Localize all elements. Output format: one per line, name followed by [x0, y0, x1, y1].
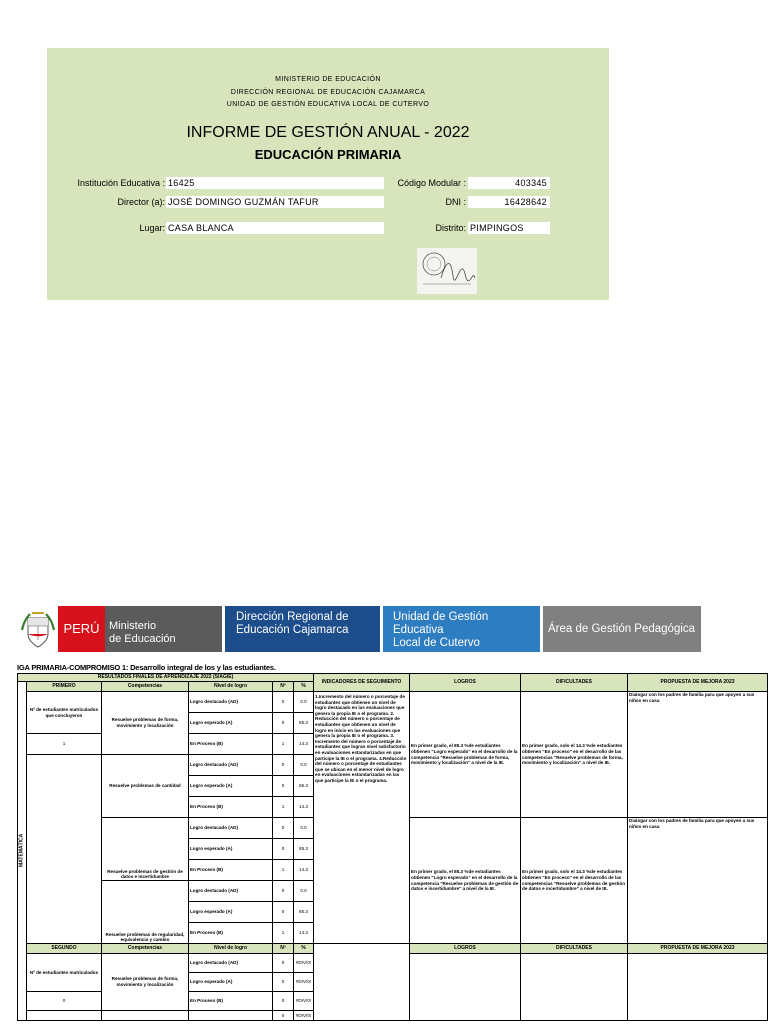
competencia-1: Resuelve problemas de forma, movimiento y localización — [102, 954, 189, 1011]
distrito-label: Distrito: — [435, 223, 466, 233]
blank-cell — [102, 1011, 189, 1021]
propuesta-1: Dialogar con los padres de familia para que apoyen a sus niños en casa — [628, 692, 768, 818]
cell-pct: 85.3 — [294, 902, 314, 923]
codigo-value: 403345 — [468, 177, 550, 189]
ministerio-banner — [105, 606, 222, 652]
institucion-value: 16425 — [166, 177, 384, 189]
sheet-title: IGA PRIMARIA-COMPROMISO 1: Desarrollo integral de los y las estudiantes. — [17, 663, 276, 672]
nivel-a: Logro esperado (A) — [189, 839, 273, 860]
indicadores-blank — [314, 944, 410, 1021]
nivel-ad: Logro destacado (AD) — [189, 881, 273, 902]
logro-1: En primer grado, el 85.3 %de estudiantes obtienen "Logro esperado" en el desarrollo de la competencia "Resuelve problemas de forma, movimiento y localización" a nivel de la IE. — [410, 692, 521, 818]
cell-pct: #DIV/0! — [294, 973, 314, 992]
director-value: JOSÉ DOMINGO GUZMÁN TAFUR — [166, 196, 384, 208]
dificultad-1: En primer grado, solo el 14.3 %de estudiantes obtienen "En proceso" en el desarrollo de las competencias "Resuelve problemas de forma, movimiento y localización" a nivel de IE. — [521, 692, 628, 818]
students-label: Nº de estudiantes matriculados — [27, 954, 102, 992]
cell-pct: 85.3 — [294, 713, 314, 734]
cover-panel — [47, 48, 609, 300]
dificultad-blank — [521, 954, 628, 1021]
indicadores-header: INDICADORES DE SEGUIMIENTO — [314, 674, 410, 692]
logro-blank — [410, 954, 521, 1021]
dificultades-header: DIFICULTADES — [521, 944, 628, 954]
cell-pct: #DIV/0! — [294, 992, 314, 1011]
peru-crest-icon — [20, 610, 56, 650]
nivel-ad: Logro destacado (AD) — [189, 692, 273, 713]
indicadores-text: 1.Incremento del número o porcentaje de estudiantes que obtienen un nivel de logro destacado en las evaluaciones que genera la propia IE o el programa. 2. Reducción del número o porcentaje de estudiantes que obtienen un nivel de logro en inicio en las evaluaciones que genera la propia IE o el programa. 3. Incremento del número o porcentaje de estudiantes que logran nivel satisfactorio en evaluaciones estandarizadas en que participe la IE o el programa. 4.Reducción del número o porcentaje de estudiantes que se ubican en el menor nivel de logro en evaluaciones estandarizadas en las que participe la IE o el programa. — [314, 692, 410, 944]
pct-header: % — [294, 944, 314, 954]
dificultades-header: DIFICULTADES — [521, 674, 628, 692]
students-count: 0 — [27, 992, 102, 1011]
nivel-header: Nivel de logro — [189, 944, 273, 954]
blank-cell — [27, 755, 102, 944]
nivel-a: Logro esperado (A) — [189, 902, 273, 923]
cell-pct: 0.0 — [294, 881, 314, 902]
cell-n: 1 — [273, 860, 294, 881]
cell-n: 0 — [273, 776, 294, 797]
nivel-b: En Proceso (B) — [189, 923, 273, 944]
cell-n: 0 — [273, 973, 294, 992]
cell-pct: #DIV/0! — [294, 954, 314, 973]
cell-n: 1 — [273, 797, 294, 818]
nivel-a: Logro esperado (A) — [189, 776, 273, 797]
grade-primero: PRIMERO — [27, 682, 102, 692]
director-label: Director (a): — [117, 197, 165, 207]
ministry-line-1: MINISTERIO DE EDUCACIÓN — [275, 76, 381, 83]
blank-cell — [27, 1011, 102, 1021]
results-header: RESULTADOS FINALES DE APRENDIZAJE 2022 (SIAGIE) — [18, 674, 314, 682]
blank-cell — [189, 1011, 273, 1021]
cell-pct: 0.0 — [294, 818, 314, 839]
cell-n: 0 — [273, 818, 294, 839]
cell-n: 0 — [273, 839, 294, 860]
signature-stamp — [417, 248, 477, 294]
peru-banner: PERÚ — [58, 606, 105, 652]
cell-n: 0 — [273, 713, 294, 734]
cell-n: 0 — [273, 1011, 294, 1021]
ugel-line-2: Local de Cutervo — [393, 637, 480, 649]
cell-pct: 14.3 — [294, 923, 314, 944]
cell-n: 0 — [273, 755, 294, 776]
area-banner: Área de Gestión Pedagógica — [543, 606, 701, 652]
lugar-label: Lugar: — [139, 223, 165, 233]
cell-pct: 85.3 — [294, 776, 314, 797]
report-title: INFORME DE GESTIÓN ANUAL - 2022 — [186, 124, 470, 141]
nivel-ad: Logro destacado (AD) — [189, 954, 273, 973]
ministry-line-2: DIRECCIÓN REGIONAL DE EDUCACIÓN CAJAMARCA — [230, 88, 426, 96]
cell-n: 0 — [273, 902, 294, 923]
cell-pct: 14.3 — [294, 797, 314, 818]
ministry-heading — [47, 74, 609, 112]
cell-n: 1 — [273, 923, 294, 944]
competencia-2: Resuelve problemas de cantidad — [102, 755, 189, 818]
competencia-4: Resuelve problemas de regularidad, equivalencia y cambio — [102, 881, 189, 944]
dni-label: DNI : — [445, 197, 466, 207]
propuesta-blank — [628, 954, 768, 1021]
propuesta-header: PROPUESTA DE MEJORA 2023 — [628, 674, 768, 692]
nivel-b: En Proceso (B) — [189, 734, 273, 755]
cell-n: 0 — [273, 692, 294, 713]
cell-pct: #DIV/0! — [294, 1011, 314, 1021]
nivel-header: Nivel de logro — [189, 682, 273, 692]
cell-pct: 14.3 — [294, 860, 314, 881]
logros-header: LOGROS — [410, 944, 521, 954]
results-table — [17, 673, 768, 1021]
students-label: Nº de estudiantes matriculados que concluyeron — [27, 692, 102, 734]
ministry-line-3: UNIDAD DE GESTIÓN EDUCATIVA LOCAL DE CUTERVO — [226, 101, 430, 108]
report-subtitle: EDUCACIÓN PRIMARIA — [254, 147, 402, 162]
institucion-label: Institución Educativa : — [77, 178, 165, 188]
cell-n: 0 — [273, 992, 294, 1011]
pct-header: % — [294, 682, 314, 692]
n-header: Nº — [273, 944, 294, 954]
competencia-3: Resuelve problemas de gestión de datos e incertidumbre — [102, 818, 189, 881]
direccion-line-1: Dirección Regional de — [236, 611, 349, 623]
competencias-header: Competencias — [102, 682, 189, 692]
students-count: 1 — [27, 734, 102, 755]
competencias-header: Competencias — [102, 944, 189, 954]
codigo-label: Código Modular : — [397, 178, 466, 188]
area-text: MATEMÁTICA — [18, 833, 24, 867]
area-label — [18, 682, 27, 1021]
nivel-a: Logro esperado (A) — [189, 713, 273, 734]
direccion-line-2: Educación Cajamarca — [236, 624, 349, 636]
logro-2: En primer grado, el 85.3 %de estudiantes obtienen "Logro esperado" en el desarrollo de la competencia "Resuelve problemas de gestión de datos e incertidumbre" a nivel de la IE. — [410, 818, 521, 944]
nivel-b: En Proceso (B) — [189, 992, 273, 1011]
dni-value: 16428642 — [468, 196, 550, 208]
cell-n: 1 — [273, 734, 294, 755]
nivel-b: En Proceso (B) — [189, 860, 273, 881]
ugel-line-1: Unidad de Gestión Educativa — [393, 611, 489, 636]
cell-pct: 14.3 — [294, 734, 314, 755]
nivel-b: En Proceso (B) — [189, 797, 273, 818]
cell-pct: 0.0 — [294, 755, 314, 776]
logros-header: LOGROS — [410, 674, 521, 692]
ministerio-line-1: Ministerio — [109, 620, 157, 632]
grade-segundo: SEGUNDO — [27, 944, 102, 954]
distrito-value: PIMPINGOS — [468, 222, 550, 234]
propuesta-header: PROPUESTA DE MEJORA 2023 — [628, 944, 768, 954]
cell-pct: 0.0 — [294, 692, 314, 713]
propuesta-2: Dialogar con los padres de familia para que apoyen a sus niños en casa — [628, 818, 768, 944]
nivel-ad: Logro destacado (AD) — [189, 755, 273, 776]
n-header: Nº — [273, 682, 294, 692]
ugel-banner — [383, 606, 540, 652]
dificultad-2: En primer grado, solo el 14.3 %de estudiantes obtienen "En proceso" en el desarrollo de las competencias "Resuelve problemas de gestión de datos e incertidumbre" a nivel de IE. — [521, 818, 628, 944]
cell-n: 0 — [273, 881, 294, 902]
lugar-value: CASA BLANCA — [166, 222, 384, 234]
nivel-ad: Logro destacado (AD) — [189, 818, 273, 839]
cell-n: 0 — [273, 954, 294, 973]
direccion-banner — [225, 606, 380, 652]
cell-pct: 85.3 — [294, 839, 314, 860]
ministerio-line-2: de Educación — [109, 633, 176, 645]
competencia-1: Resuelve problemas de forma, movimiento y localización — [102, 692, 189, 755]
nivel-a: Logro esperado (A) — [189, 973, 273, 992]
